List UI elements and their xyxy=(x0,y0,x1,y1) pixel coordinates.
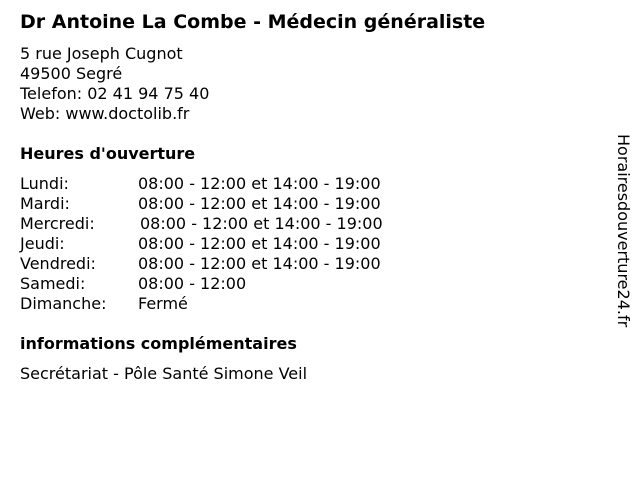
hours-heading: Heures d'ouverture xyxy=(20,144,196,163)
time-range: 08:00 - 12:00 et 14:00 - 19:00 xyxy=(140,214,383,233)
info-heading: informations complémentaires xyxy=(20,334,297,353)
hours-table xyxy=(20,174,440,314)
city-postal: 49500 Segré xyxy=(20,64,123,83)
day-label: Jeudi: xyxy=(20,234,65,253)
day-label: Vendredi: xyxy=(20,254,96,273)
day-label: Mardi: xyxy=(20,194,70,213)
street-address: 5 rue Joseph Cugnot xyxy=(20,44,183,63)
time-range: 08:00 - 12:00 xyxy=(138,274,247,293)
time-range: 08:00 - 12:00 et 14:00 - 19:00 xyxy=(138,234,381,253)
hours-row-wednesday xyxy=(20,214,440,234)
contact-block xyxy=(20,44,209,124)
time-range: Fermé xyxy=(138,294,188,313)
hours-row-sunday xyxy=(20,294,440,314)
phone-number[interactable]: Telefon: 02 41 94 75 40 xyxy=(20,84,210,103)
day-label: Samedi: xyxy=(20,274,86,293)
day-label: Dimanche: xyxy=(20,294,107,313)
website-link[interactable]: Web: www.doctolib.fr xyxy=(20,104,190,123)
hours-row-monday xyxy=(20,174,440,194)
site-watermark: Horairesdouverture24.fr xyxy=(614,134,633,328)
time-range: 08:00 - 12:00 et 14:00 - 19:00 xyxy=(138,174,381,193)
day-label: Mercredi: xyxy=(20,214,95,233)
time-range: 08:00 - 12:00 et 14:00 - 19:00 xyxy=(138,194,381,213)
info-text: Secrétariat - Pôle Santé Simone Veil xyxy=(20,364,308,383)
hours-row-thursday xyxy=(20,234,440,254)
time-range: 08:00 - 12:00 et 14:00 - 19:00 xyxy=(138,254,381,273)
day-label: Lundi: xyxy=(20,174,69,193)
page-title: Dr Antoine La Combe - Médecin généraliste xyxy=(20,11,486,33)
hours-row-tuesday xyxy=(20,194,440,214)
hours-row-friday xyxy=(20,254,440,274)
hours-row-saturday xyxy=(20,274,440,294)
